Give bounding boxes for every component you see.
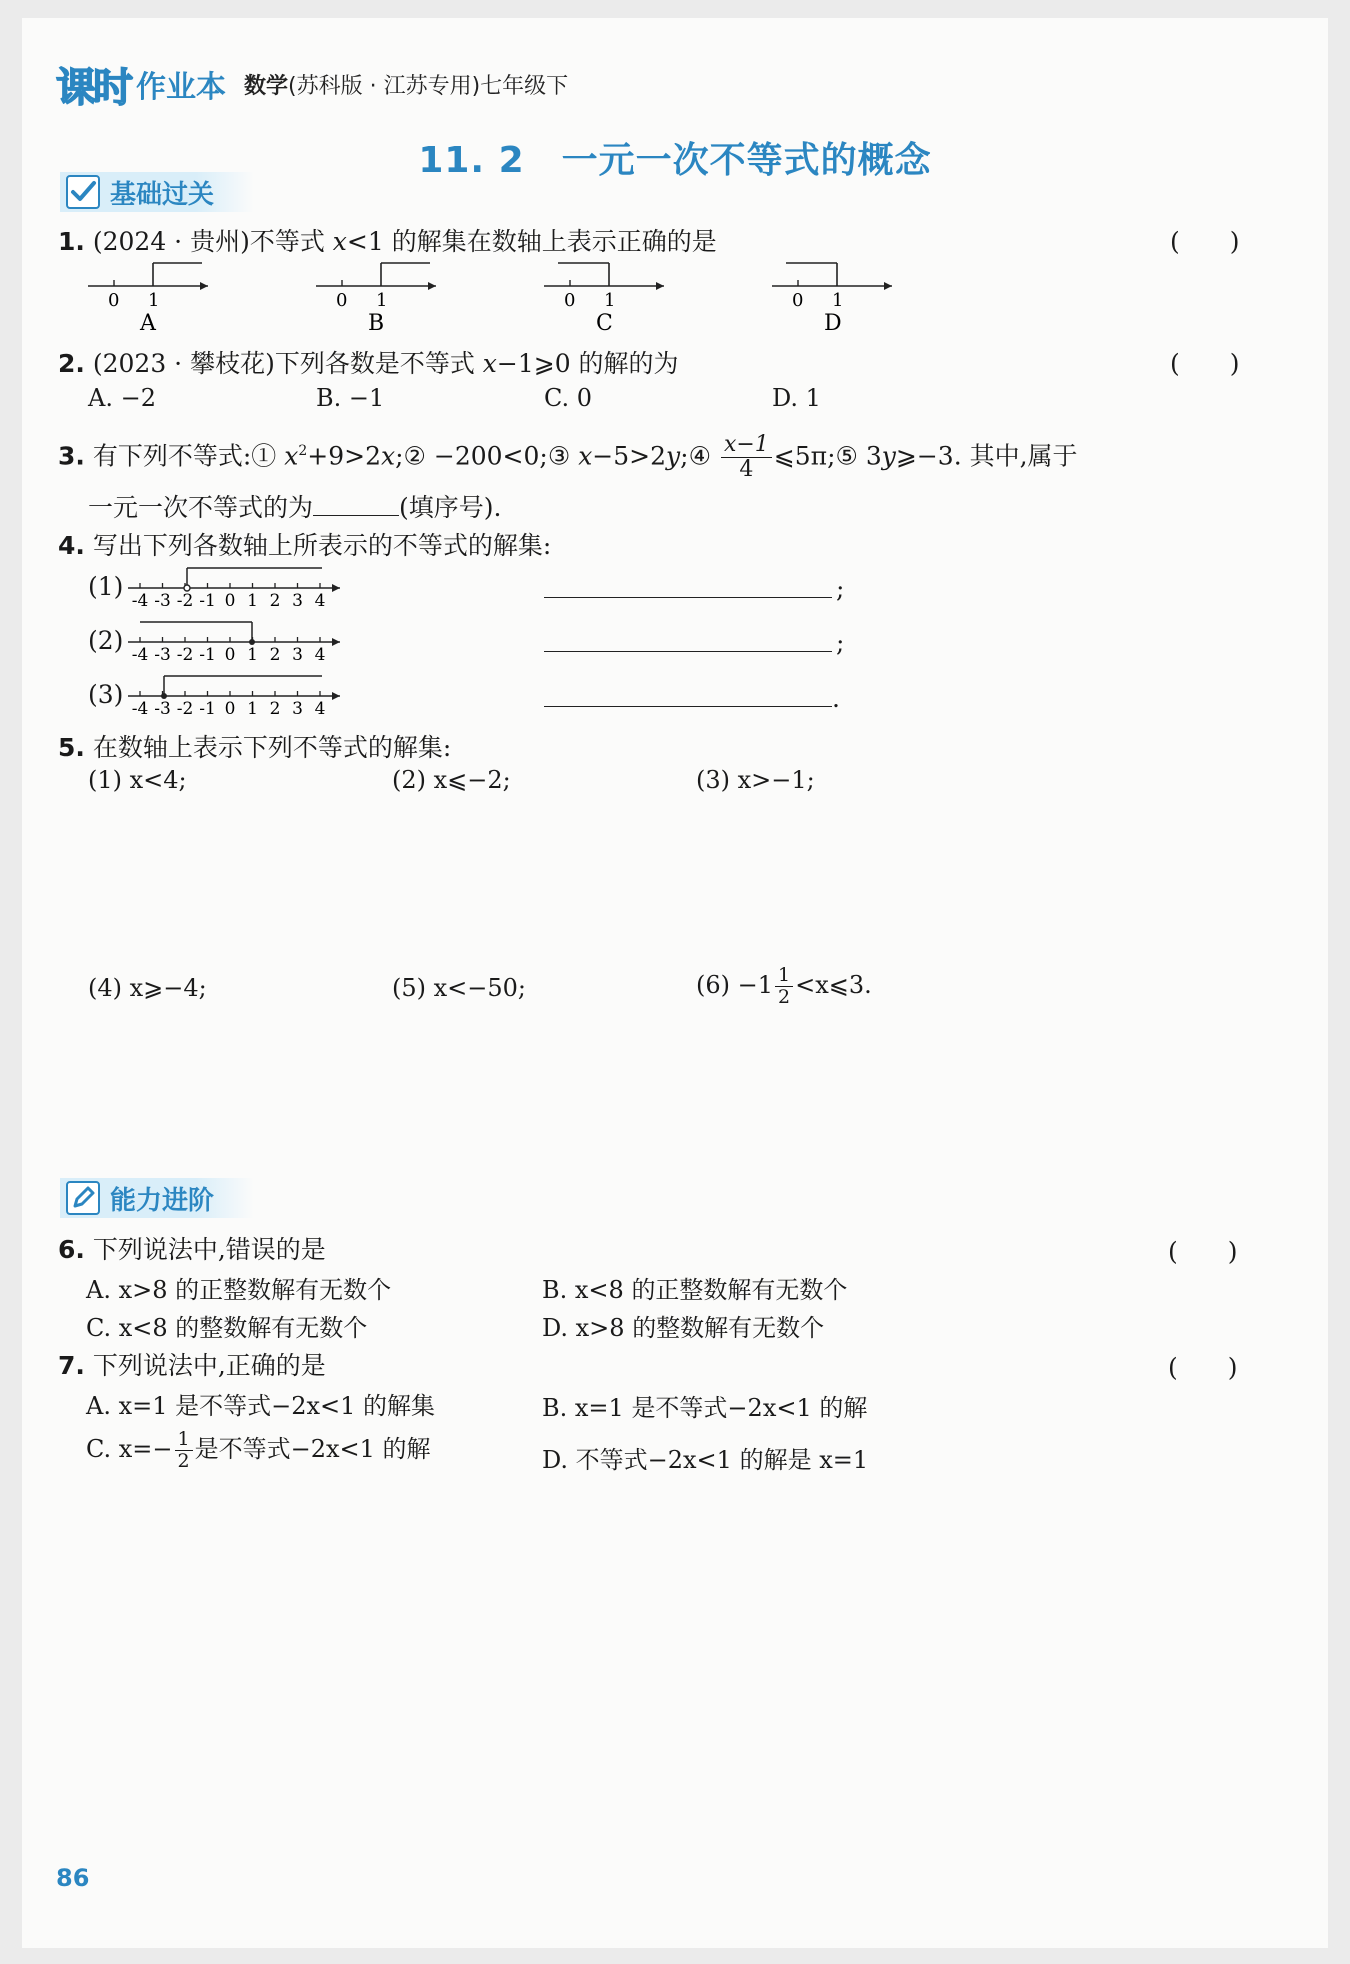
answer-bracket-7: ( ) — [1168, 1353, 1238, 1382]
q4-number-line-1 — [126, 560, 346, 610]
axis-tick-label: -4 — [131, 591, 149, 610]
q6-option-a: A. x>8 的正整数解有无数个 — [86, 1276, 392, 1304]
tick-label-0: 0 — [336, 290, 348, 311]
question-2: 2. (2023 · 攀枝花)下列各数是不等式 x−1⩾0 的解的为 — [58, 349, 679, 378]
axis-tick-label: -4 — [131, 699, 149, 718]
answer-bracket-1: ( ) — [1170, 227, 1240, 256]
q6-option-d: D. x>8 的整数解有无数个 — [542, 1314, 825, 1342]
axis-tick-label: 2 — [269, 699, 281, 718]
q1-option-b-figure — [316, 263, 436, 336]
q6-option-b: B. x<8 的正整数解有无数个 — [542, 1276, 848, 1304]
axis-tick-label: 1 — [247, 591, 258, 610]
page-number: 86 — [56, 1864, 90, 1892]
axis-tick-label: 4 — [314, 645, 326, 664]
q4-answer-line-1[interactable] — [544, 597, 832, 598]
q4-item-1-label: (1) — [88, 572, 124, 601]
q1-option-a-figure — [88, 263, 208, 336]
axis-tick-label: -3 — [154, 645, 171, 664]
q5-item-5: (5) x<−50; — [392, 974, 527, 1002]
q1-option-d-figure — [772, 263, 892, 336]
q3-fraction: $\frac{x-1}{4}$ — [721, 433, 772, 482]
q5-item-2: (2) x⩽−2; — [392, 766, 511, 794]
axis-tick-label: -1 — [199, 645, 216, 664]
section-basic-label: 基础过关 — [110, 179, 215, 210]
question-3-line2: 一元一次不等式的为 (填序号). — [88, 493, 502, 522]
axis-tick-label: 2 — [269, 591, 281, 610]
question-4: 4. 写出下列各数轴上所表示的不等式的解集: — [58, 531, 552, 560]
option-label: A — [140, 311, 156, 336]
q2-option-b: B. −1 — [316, 384, 385, 412]
option-label: D — [824, 311, 842, 336]
q4-answer-line-2[interactable] — [544, 651, 832, 652]
q2-option-a: A. −2 — [88, 384, 156, 412]
axis-tick-label: 3 — [292, 591, 303, 610]
q5-item-1: (1) x<4; — [88, 766, 187, 794]
question-1: 1. (2024 · 贵州)不等式 x<1 的解集在数轴上表示正确的是 — [58, 227, 717, 256]
q5-item-6: (6) −1 $\frac{1}{2}$ <x⩽3. — [696, 964, 872, 1008]
axis-tick-label: -2 — [176, 699, 194, 718]
q4-item-2-label: (2) — [88, 626, 124, 655]
tick-label-0: 0 — [792, 290, 804, 311]
axis-tick-label: -4 — [131, 645, 149, 664]
option-label: B — [368, 311, 385, 336]
q4-item-2-end: ; — [836, 628, 845, 657]
question-3: 3. 有下列不等式:① $x^2+9>2x;②$ −200<0;③ x−5>2y;④ $\frac{x-1}{4}$ ⩽5π;⑤ 3y⩾−3. 其中,属于 — [58, 432, 1078, 483]
q1-option-c-figure — [544, 263, 664, 336]
axis-tick-label: 0 — [224, 645, 236, 664]
q1-number-lines — [80, 256, 1140, 336]
tick-label-1: 1 — [832, 290, 844, 311]
q7-option-a: A. x=1 是不等式−2x<1 的解集 — [86, 1392, 436, 1420]
q4-item-3-label: (3) — [88, 680, 124, 709]
option-label: C — [596, 311, 613, 336]
axis-tick-label: -3 — [154, 699, 171, 718]
axis-tick-label: 4 — [314, 591, 326, 610]
tick-label-1: 1 — [604, 290, 616, 311]
axis-tick-label: 1 — [247, 645, 258, 664]
axis-tick-label: 3 — [292, 645, 303, 664]
q2-option-c: C. 0 — [544, 384, 593, 412]
axis-tick-label: 3 — [292, 699, 303, 718]
q7-option-b: B. x=1 是不等式−2x<1 的解 — [542, 1394, 868, 1422]
q5-item-4: (4) x⩾−4; — [88, 974, 207, 1002]
tick-label-1: 1 — [148, 290, 160, 311]
question-6: 6. 下列说法中,错误的是 — [58, 1235, 326, 1264]
tick-label-0: 0 — [108, 290, 120, 311]
q7-option-c: C. x=− $\frac{1}{2}$ 是不等式−2x<1 的解 — [86, 1428, 431, 1472]
axis-tick-label: 1 — [247, 699, 258, 718]
axis-tick-label: 0 — [224, 591, 236, 610]
axis-tick-label: 2 — [269, 645, 281, 664]
question-7: 7. 下列说法中,正确的是 — [58, 1351, 326, 1380]
answer-bracket-2: ( ) — [1170, 349, 1240, 378]
axis-tick-label: 0 — [224, 699, 236, 718]
book-subtitle: 数学(苏科版 · 江苏专用)七年级下 — [244, 73, 569, 99]
axis-tick-label: 4 — [314, 699, 326, 718]
q4-number-line-2 — [126, 614, 346, 664]
section-advanced-label: 能力进阶 — [110, 1185, 215, 1216]
axis-tick-label: -1 — [199, 699, 216, 718]
book-name: 作业本 — [136, 70, 226, 105]
question-5: 5. 在数轴上表示下列不等式的解集: — [58, 733, 452, 762]
page-title: 11. 2 一元一次不等式的概念 — [418, 140, 932, 181]
q5-item-3: (3) x>−1; — [696, 766, 815, 794]
q2-option-d: D. 1 — [772, 384, 821, 412]
q4-answer-line-3[interactable] — [544, 706, 832, 707]
book-header — [56, 58, 568, 110]
section-basic — [60, 172, 254, 212]
q3-answer-blank[interactable] — [313, 493, 399, 516]
answer-bracket-6: ( ) — [1168, 1237, 1238, 1266]
tick-label-0: 0 — [564, 290, 576, 311]
axis-tick-label: -2 — [176, 645, 194, 664]
checkbox-icon — [66, 175, 100, 209]
pencil-icon — [66, 1181, 100, 1215]
axis-tick-label: -3 — [154, 591, 171, 610]
q4-number-line-3 — [126, 668, 346, 718]
q4-item-1-end: ; — [836, 574, 845, 603]
section-advanced — [60, 1178, 254, 1218]
axis-tick-label: -1 — [199, 591, 216, 610]
book-logo: 课时 — [56, 64, 130, 111]
q7-option-d: D. 不等式−2x<1 的解是 x=1 — [542, 1446, 869, 1474]
q6-option-c: C. x<8 的整数解有无数个 — [86, 1314, 368, 1342]
q4-item-3-end: . — [832, 684, 840, 713]
axis-tick-label: -2 — [176, 591, 194, 610]
tick-label-1: 1 — [376, 290, 388, 311]
